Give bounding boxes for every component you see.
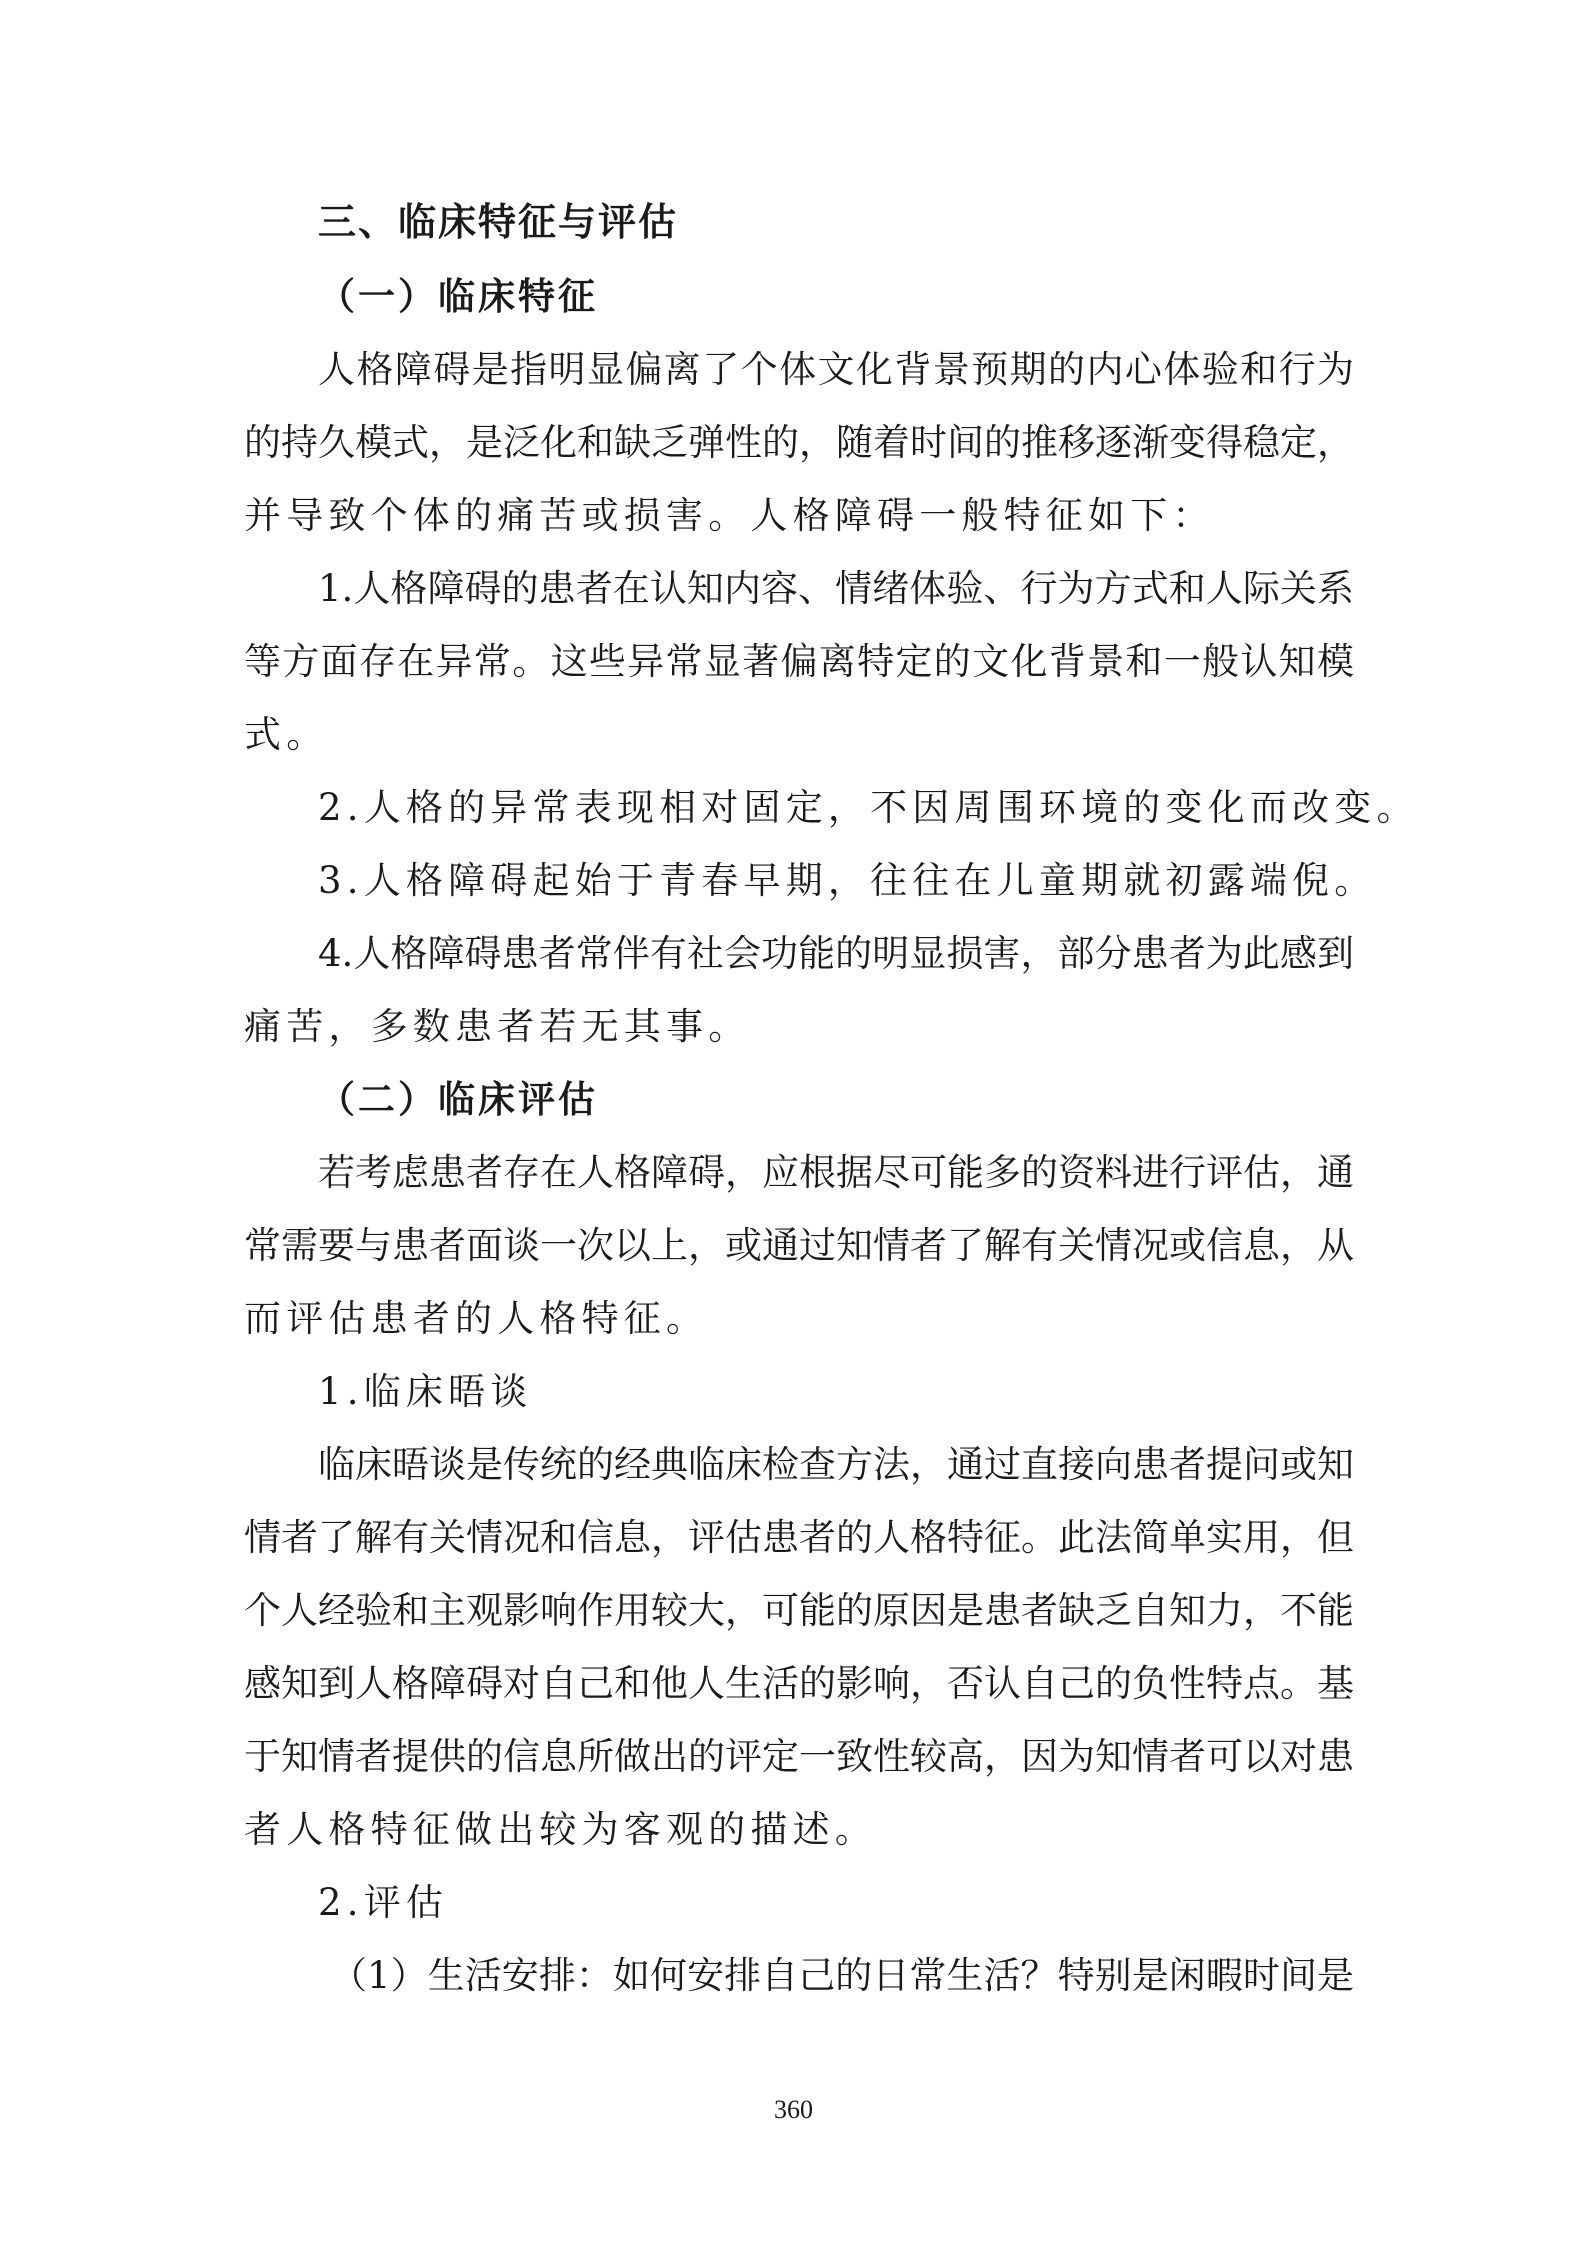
paragraph-line: 临床晤谈是传统的经典临床检查方法，通过直接向患者提问或知: [318, 1443, 1354, 1486]
list-item-line: 3.人格障碍起始于青春早期，往往在儿童期就初露端倪。: [318, 859, 1377, 902]
list-item-line: 等方面存在异常。这些异常显著偏离特定的文化背景和一般认知模: [244, 640, 1354, 683]
paragraph-line: 于知情者提供的信息所做出的评定一致性较高，因为知情者可以对患: [244, 1735, 1354, 1778]
item-heading-assessment: 2.评估: [318, 1881, 449, 1924]
list-item-line: 式。: [244, 713, 329, 756]
paragraph-line: 并导致个体的痛苦或损害。人格障碍一般特征如下：: [244, 494, 1215, 537]
list-item-line: 痛苦，多数患者若无其事。: [244, 1005, 751, 1048]
list-item-line: 4.人格障碍患者常伴有社会功能的明显损害，部分患者为此感到: [318, 932, 1354, 975]
page-number: 360: [774, 2095, 813, 2124]
paragraph-line: 而评估患者的人格特征。: [244, 1297, 709, 1340]
subsection-heading-clinical-features: （一）临床特征: [318, 275, 598, 318]
paragraph-line: 个人经验和主观影响作用较大，可能的原因是患者缺乏自知力，不能: [244, 1589, 1354, 1632]
item-heading-clinical-interview: 1.临床晤谈: [318, 1370, 533, 1413]
list-item-line: 2.人格的异常表现相对固定，不因周围环境的变化而改变。: [318, 786, 1419, 829]
paragraph-line: 感知到人格障碍对自己和他人生活的影响，否认自己的负性特点。基: [244, 1662, 1354, 1705]
paragraph-line: 的持久模式，是泛化和缺乏弹性的，随着时间的推移逐渐变得稳定，: [244, 421, 1354, 464]
subsection-heading-clinical-assessment: （二）临床评估: [318, 1078, 598, 1121]
paragraph-line: 情者了解有关情况和信息，评估患者的人格特征。此法简单实用，但: [244, 1516, 1354, 1559]
paragraph-line: 人格障碍是指明显偏离了个体文化背景预期的内心体验和行为: [318, 348, 1354, 391]
paragraph-line: 常需要与患者面谈一次以上，或通过知情者了解有关情况或信息，从: [244, 1224, 1354, 1267]
paragraph-line: 若考虑患者存在人格障碍，应根据尽可能多的资料进行评估，通: [318, 1151, 1354, 1194]
section-heading-main: 三、临床特征与评估: [318, 200, 679, 244]
list-item-line: 1.人格障碍的患者在认知内容、情绪体验、行为方式和人际关系: [318, 567, 1354, 610]
paragraph-line: 者人格特征做出较为客观的描述。: [244, 1808, 877, 1851]
list-item-line: （1）生活安排：如何安排自己的日常生活？特别是闲暇时间是: [330, 1954, 1354, 1997]
